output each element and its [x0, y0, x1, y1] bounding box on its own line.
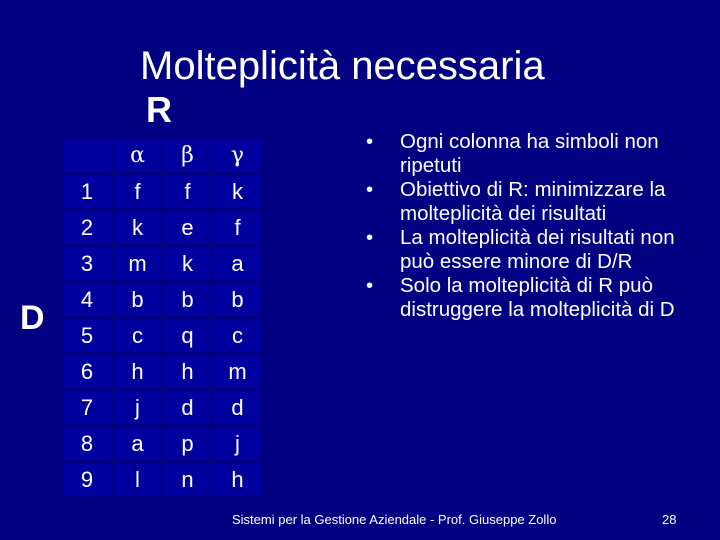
- table-cell: k: [164, 247, 211, 280]
- table-header-cell: γ: [214, 139, 261, 172]
- row-number-cell: 7: [63, 391, 111, 424]
- table-cell: a: [114, 427, 161, 460]
- table-row: [63, 391, 261, 424]
- bullet-dot-icon: •: [366, 130, 374, 153]
- relation-table: [60, 136, 264, 499]
- bullet-item: [362, 178, 712, 226]
- table-row: [63, 283, 261, 316]
- table-cell: c: [114, 319, 161, 352]
- bullet-item: [362, 274, 712, 322]
- table-cell: h: [114, 355, 161, 388]
- table-cell: k: [214, 175, 261, 208]
- table-cell: h: [214, 463, 261, 496]
- table-cell: j: [214, 427, 261, 460]
- row-number-cell: 3: [63, 247, 111, 280]
- table-cell: d: [214, 391, 261, 424]
- table-row: [63, 175, 261, 208]
- table-cell: f: [164, 175, 211, 208]
- table-row: [63, 211, 261, 244]
- bullet-dot-icon: •: [366, 178, 374, 201]
- footer-text: Sistemi per la Gestione Aziendale - Prof. Giuseppe Zollo: [232, 512, 557, 527]
- bullet-item: [362, 130, 712, 178]
- bullet-text: Obiettivo di R: minimizzare la molteplicità dei risultati: [400, 178, 666, 225]
- table-cell: n: [164, 463, 211, 496]
- row-number-cell: 8: [63, 427, 111, 460]
- table-cell: m: [114, 247, 161, 280]
- table-cell: h: [164, 355, 211, 388]
- table-header-row: [63, 139, 261, 172]
- row-number-cell: 1: [63, 175, 111, 208]
- row-number-cell: 9: [63, 463, 111, 496]
- table-row: [63, 427, 261, 460]
- table-cell: d: [164, 391, 211, 424]
- table-row: [63, 247, 261, 280]
- table-header-cell: α: [114, 139, 161, 172]
- table-cell: b: [114, 283, 161, 316]
- table-cell: p: [164, 427, 211, 460]
- row-number-cell: 2: [63, 211, 111, 244]
- table-cell: b: [214, 283, 261, 316]
- table-cell: f: [114, 175, 161, 208]
- row-number-cell: 6: [63, 355, 111, 388]
- bullet-text: Solo la molteplicità di R può distruggere la molteplicità di D: [400, 274, 675, 321]
- bullet-text: Ogni colonna ha simboli non ripetuti: [400, 130, 659, 177]
- table-cell: m: [214, 355, 261, 388]
- row-number-cell: 4: [63, 283, 111, 316]
- table-cell: j: [114, 391, 161, 424]
- table-cell: l: [114, 463, 161, 496]
- bullet-dot-icon: •: [366, 274, 374, 297]
- table-row: [63, 463, 261, 496]
- bullet-text: La molteplicità dei risultati non può essere minore di D/R: [400, 226, 675, 273]
- table-row: [63, 319, 261, 352]
- table-cell: q: [164, 319, 211, 352]
- bullet-item: [362, 226, 712, 274]
- table-header-cell: [63, 139, 111, 172]
- page-number: 28: [662, 512, 677, 527]
- table-cell: b: [164, 283, 211, 316]
- table-cell: k: [114, 211, 161, 244]
- table-cell: c: [214, 319, 261, 352]
- domain-label: D: [20, 299, 45, 337]
- table-cell: f: [214, 211, 261, 244]
- row-number-cell: 5: [63, 319, 111, 352]
- table-header-cell: β: [164, 139, 211, 172]
- relation-label: R: [146, 89, 172, 130]
- bullet-list: [362, 130, 712, 322]
- table-row: [63, 355, 261, 388]
- slide-title: Molteplicità necessaria: [140, 44, 545, 88]
- bullet-dot-icon: •: [366, 226, 374, 249]
- table-cell: e: [164, 211, 211, 244]
- table-cell: a: [214, 247, 261, 280]
